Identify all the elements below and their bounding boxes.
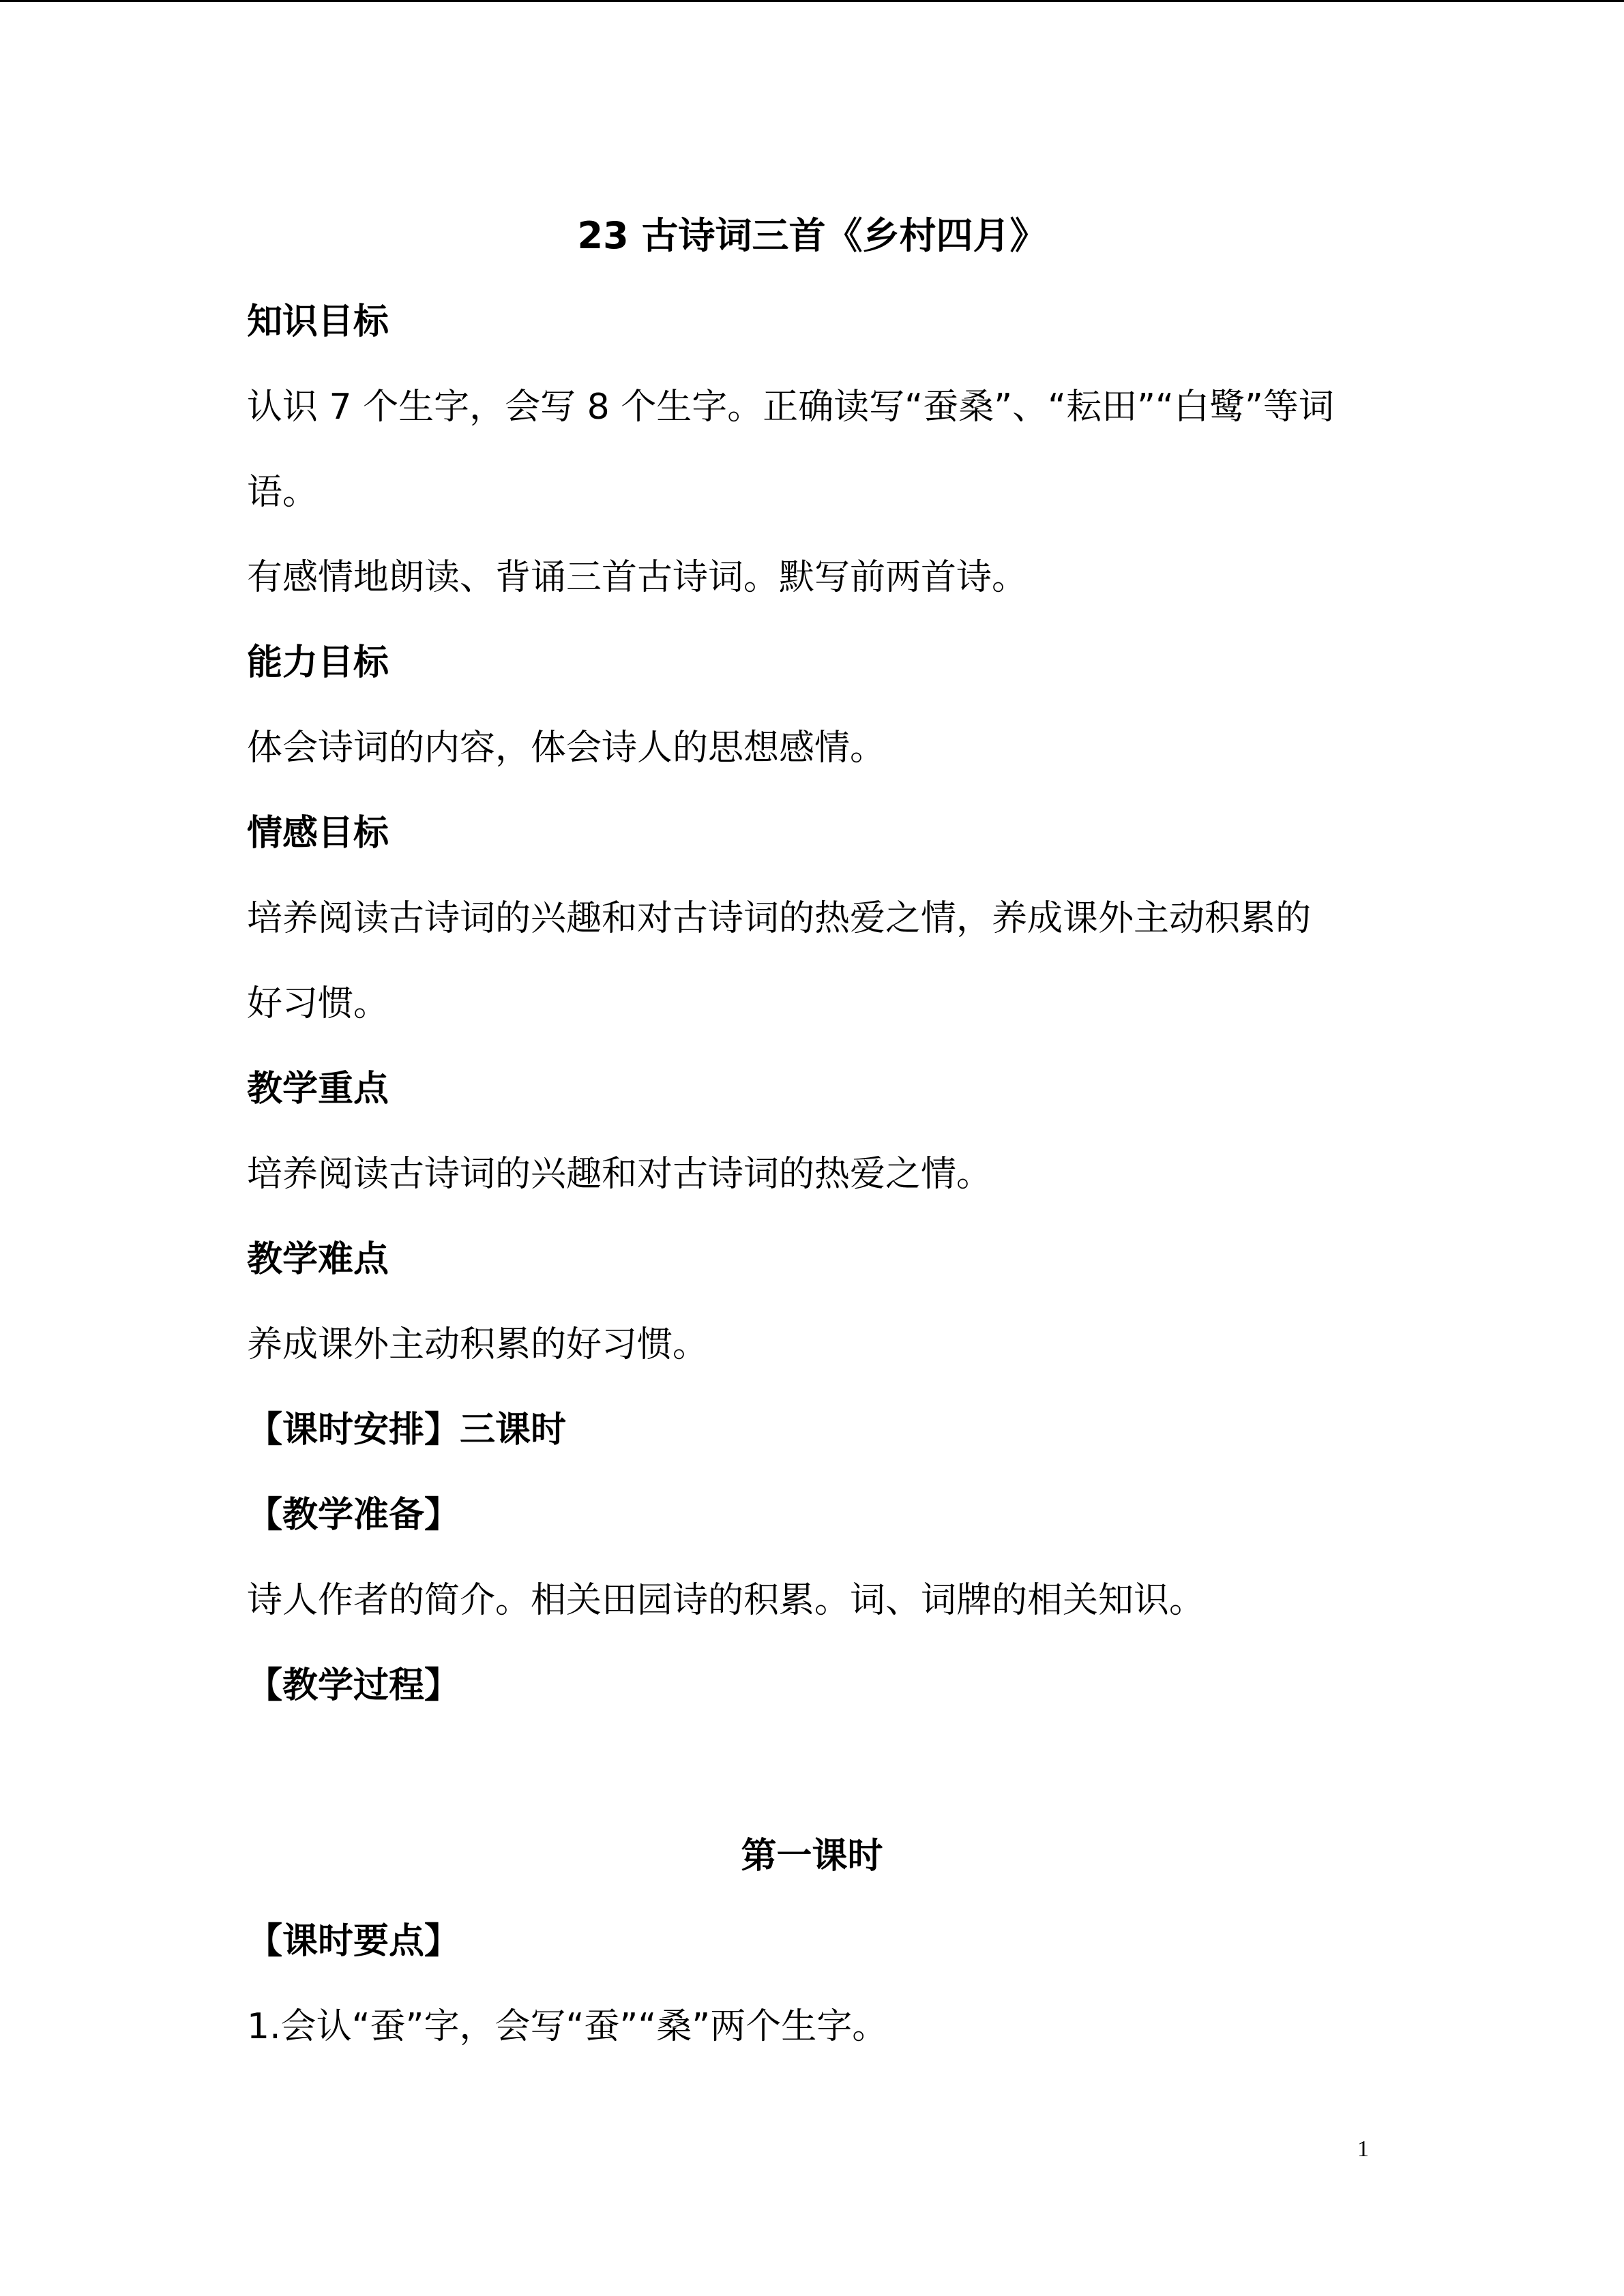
emotion-text-line-1: 培养阅读古诗词的兴趣和对古诗词的热爱之情，养成课外主动积累的 bbox=[247, 898, 1312, 939]
knowledge-text-line-3: 有感情地朗读、背诵三首古诗词。默写前两首诗。 bbox=[247, 557, 1028, 598]
emotion-text-line-2: 好习惯。 bbox=[247, 983, 389, 1024]
difficulty-heading: 教学难点 bbox=[247, 1239, 389, 1280]
knowledge-text-line-2: 语。 bbox=[247, 472, 319, 513]
lesson-points-heading: 【课时要点】 bbox=[247, 1921, 460, 1962]
key-point-heading: 教学重点 bbox=[247, 1069, 389, 1109]
ability-text: 体会诗词的内容，体会诗人的思想感情。 bbox=[247, 728, 886, 769]
process-heading: 【教学过程】 bbox=[247, 1665, 460, 1706]
emotion-heading: 情感目标 bbox=[247, 813, 389, 854]
difficulty-text: 养成课外主动积累的好习惯。 bbox=[247, 1324, 709, 1365]
top-border bbox=[0, 0, 1624, 2]
page-number: 1 bbox=[1357, 2136, 1369, 2162]
preparation-text: 诗人作者的简介。相关田园诗的积累。词、词牌的相关知识。 bbox=[247, 1580, 1205, 1621]
preparation-heading: 【教学准备】 bbox=[247, 1495, 460, 1536]
knowledge-text-line-1: 认识 7 个生字，会写 8 个生字。正确读写“蚕桑”、“耘田”“白鹭”等词 bbox=[247, 387, 1334, 428]
document-title: 23 古诗词三首《乡村四月》 bbox=[577, 214, 1047, 257]
knowledge-heading: 知识目标 bbox=[247, 301, 389, 342]
lesson-title: 第一课时 bbox=[741, 1836, 883, 1877]
lesson-point-1: 1.会认“蚕”字，会写“蚕”“桑”两个生字。 bbox=[247, 2006, 888, 2047]
schedule-line: 【课时安排】三课时 bbox=[247, 1410, 567, 1450]
ability-heading: 能力目标 bbox=[247, 642, 389, 683]
key-point-text: 培养阅读古诗词的兴趣和对古诗词的热爱之情。 bbox=[247, 1154, 992, 1195]
